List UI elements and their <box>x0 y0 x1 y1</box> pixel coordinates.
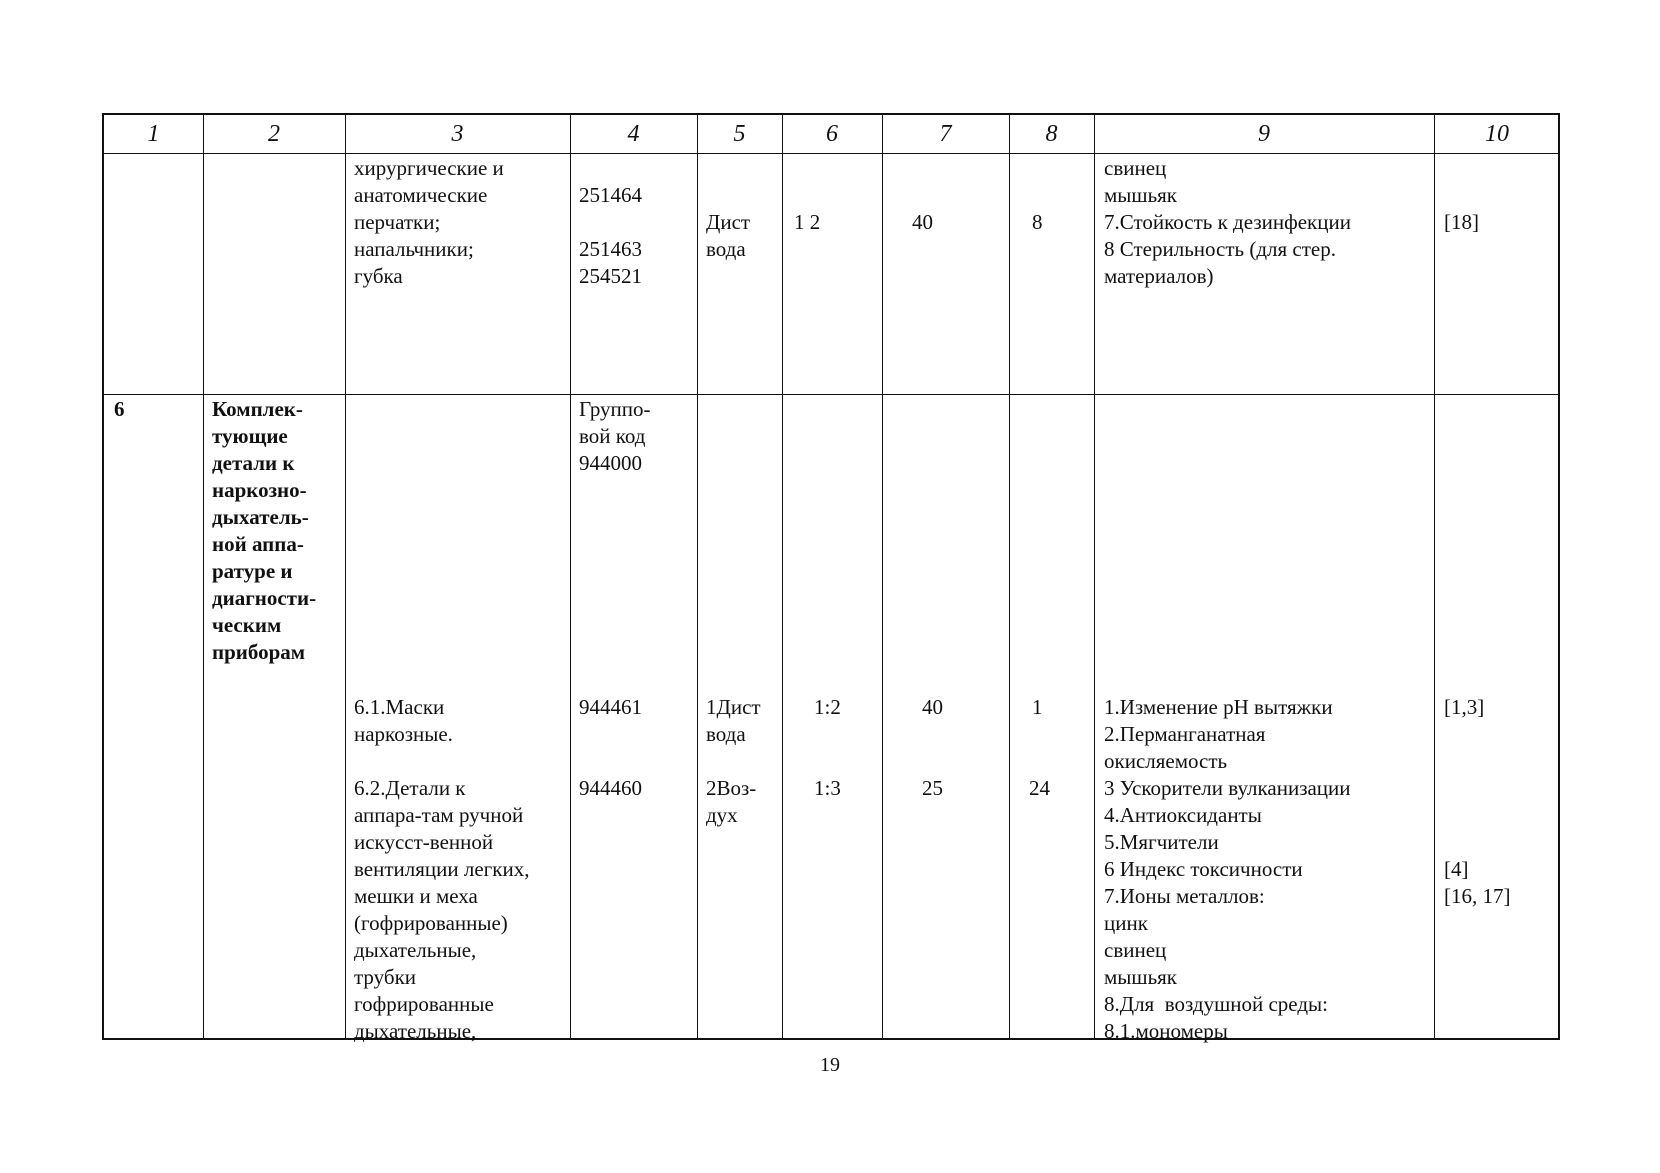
header-col-5: 5 <box>733 121 746 147</box>
column-divider <box>697 115 698 1038</box>
cell-extraction-medium: 2Воз- дух <box>706 776 757 827</box>
header-col-6: 6 <box>826 121 838 147</box>
column-divider <box>570 115 571 1038</box>
cell-group-code: Группо- вой код 944000 <box>579 397 651 475</box>
cell-temperature: 25 <box>922 776 943 800</box>
header-col-2: 2 <box>268 121 280 147</box>
header-col-10: 10 <box>1485 121 1509 147</box>
header-col-1: 1 <box>147 121 160 147</box>
cell-product-codes: 251464 251463 254521 <box>579 183 642 288</box>
data-table <box>102 113 1560 1043</box>
cell-duration: 24 <box>1029 776 1050 800</box>
page-number: 19 <box>820 1054 840 1076</box>
cell-temperature: 40 <box>912 210 933 234</box>
cell-product-name: 6.1.Маски наркозные. <box>354 695 453 746</box>
cell-references: [4] [16, 17] <box>1444 857 1511 908</box>
row-divider <box>104 394 1558 395</box>
cell-ratio: 1 2 <box>794 210 821 234</box>
column-divider <box>345 115 346 1038</box>
cell-indicators: свинец мышьяк 7.Стойкость к дезинфекции 8 Стерильность (для стер. материалов) <box>1104 156 1351 288</box>
cell-product-code: 944461 <box>579 695 642 719</box>
header-col-4: 4 <box>627 121 640 147</box>
cell-references: [18] <box>1444 210 1479 234</box>
header-col-9: 9 <box>1258 121 1270 147</box>
cell-indicators: 1.Изменение pH вытяжки 2.Перманганатная окисляемость <box>1104 695 1333 773</box>
cell-ratio: 1:2 <box>814 695 841 719</box>
column-divider <box>203 115 204 1038</box>
cell-product-names: хирургические и анатомические перчатки; напальчники; губка <box>354 156 504 288</box>
cell-temperature: 40 <box>922 695 943 719</box>
cell-ratio: 1:3 <box>814 776 841 800</box>
header-col-3: 3 <box>451 121 464 147</box>
cell-row-number: 6 <box>114 397 125 421</box>
column-divider <box>882 115 883 1038</box>
cell-references: [1,3] <box>1444 695 1485 719</box>
cell-extraction-medium: 1Дист вода <box>706 695 761 746</box>
cell-extraction-medium: Дист вода <box>706 210 751 261</box>
column-divider <box>782 115 783 1038</box>
cell-duration: 1 <box>1032 695 1043 719</box>
cell-product-name: 6.2.Детали к аппара-там ручной искусст-венной вентиляции легких, мешки и меха (гофрированные) дыхательные, трубки гофрированные дыхательные, <box>354 776 530 1043</box>
cell-product-code: 944460 <box>579 776 642 800</box>
cell-group-name: Комплек- тующие детали к наркозно- дыхатель- ной аппа- ратуре и диагности- ческим приборам <box>212 397 317 664</box>
header-divider <box>104 153 1558 154</box>
header-col-7: 7 <box>939 121 952 147</box>
cell-duration: 8 <box>1032 210 1043 234</box>
column-divider <box>1094 115 1095 1038</box>
column-divider <box>1434 115 1435 1038</box>
column-divider <box>1009 115 1010 1038</box>
cell-indicators: 3 Ускорители вулканизации 4.Антиоксиданты 5.Мягчители 6 Индекс токсичности 7.Ионы металлов: цинк свинец мышьяк 8.Для воздушной среды: 8.1.мономеры <box>1104 776 1351 1043</box>
header-col-8: 8 <box>1045 121 1058 147</box>
